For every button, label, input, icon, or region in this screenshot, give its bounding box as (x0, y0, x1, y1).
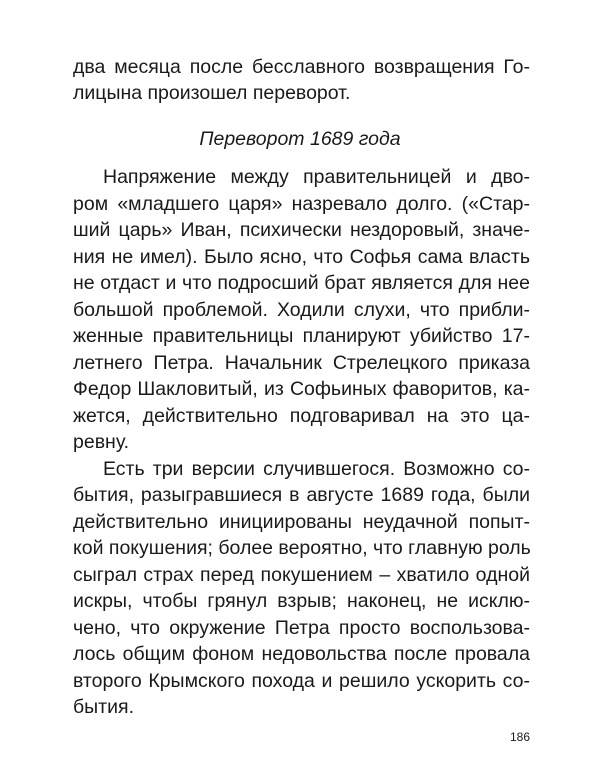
body-text-line: ром «младшего царя» назревало долго. («Стар- (73, 192, 530, 215)
body-text-line: Есть три версии случившегося. Возможно со- (103, 457, 530, 480)
body-text-line: не отдаст и что подросший брат является для нее (73, 272, 530, 294)
body-text-line: кой покушения; более вероятно, что главную роль (73, 537, 531, 559)
body-text-line: чено, что окружение Петра просто воспользова- (73, 616, 530, 639)
body-text-line: летнего Петра. Начальник Стрелецкого приказа (73, 351, 530, 374)
body-text-line: Напряжение между правительницей и дво- (103, 166, 530, 188)
body-text-line: жется, действительно подговаривал на это ца- (73, 404, 530, 427)
body-text-line: бытия. (73, 696, 134, 718)
body-text-line: сыграл страх перед покушением – хватило одной (73, 563, 530, 586)
page-number: 186 (509, 730, 530, 744)
body-text-line: лицына произошел переворот. (73, 82, 351, 104)
body-text-line: ния не имел). Было ясно, что Софья сама власть (73, 245, 530, 268)
body-text-line: большой проблемой. Ходили слухи, что прибли- (73, 298, 530, 321)
body-text-line: женные правительницы планируют убийство 17- (73, 325, 530, 347)
body-text-line: ревну. (73, 431, 130, 453)
body-text-line: второго Крымского похода и решило ускорить со- (73, 669, 530, 692)
body-text-line: два месяца после бесславного возвращения Го- (73, 56, 530, 78)
body-text-line: Федор Шакловитый, из Софьиных фаворитов, ка- (73, 378, 530, 400)
body-text-line: бытия, разыгравшиеся в августе 1689 года, были (73, 484, 530, 506)
body-text-line: лось общим фоном недовольства после провала (73, 643, 530, 665)
section-heading: Переворот 1689 года (199, 128, 401, 150)
body-text-line: ший царь» Иван, психически нездоровый, значе- (73, 219, 530, 241)
body-text-line: искры, чтобы грянул взрыв; наконец, не исклю- (73, 590, 530, 612)
body-text-line: действительно инициированы неудачной попыт- (73, 510, 530, 533)
